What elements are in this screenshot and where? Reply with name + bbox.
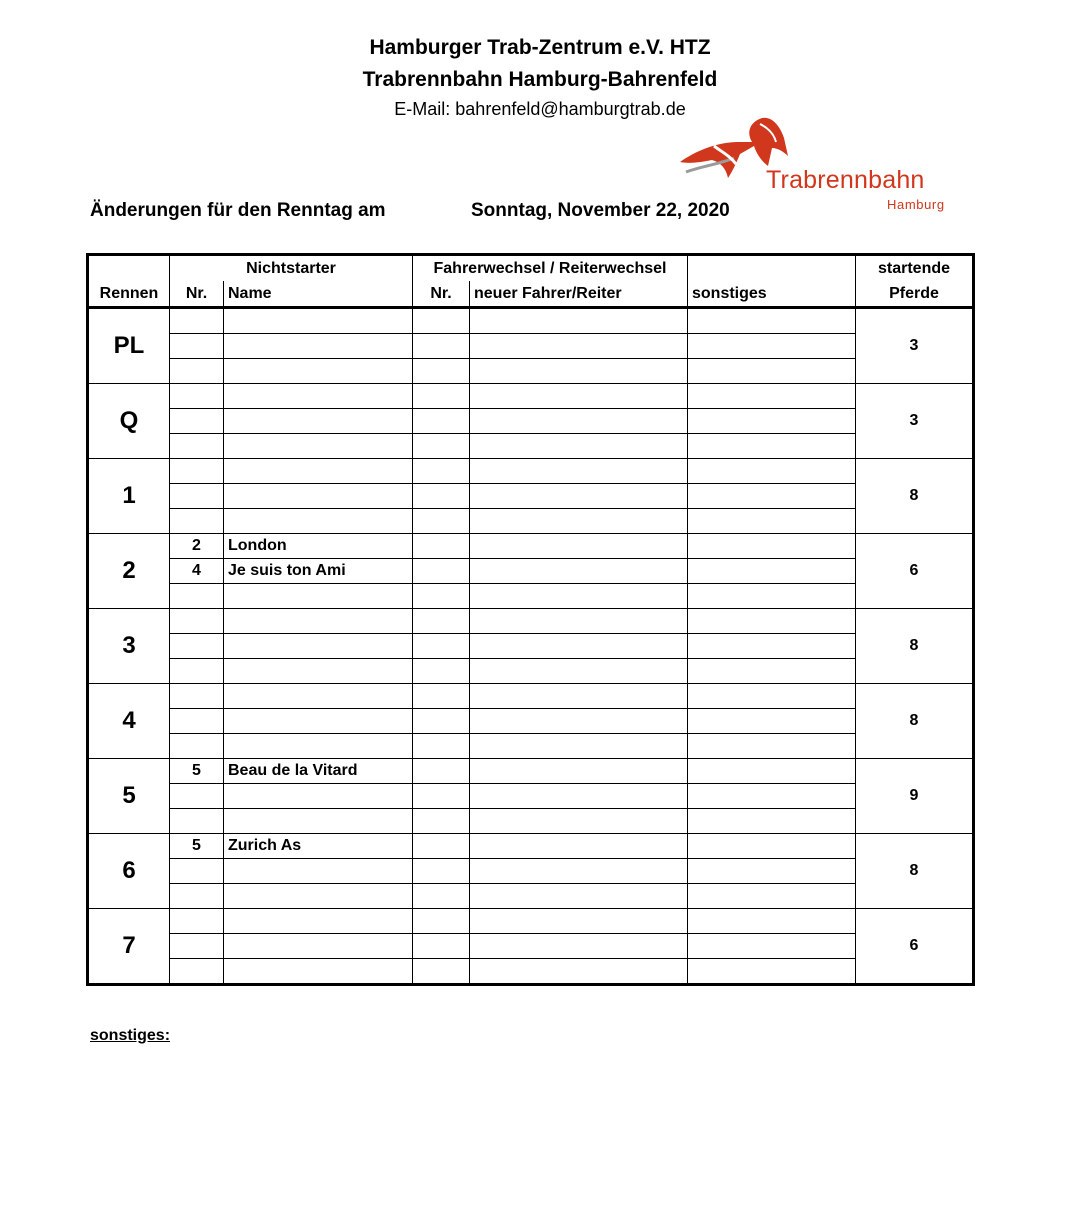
sonstiges-cell — [688, 784, 856, 809]
sonstiges-cell — [688, 459, 856, 484]
nichtstarter-name — [224, 884, 413, 909]
table-row — [88, 684, 974, 709]
sonstiges-cell — [688, 759, 856, 784]
table-row — [88, 734, 974, 759]
nichtstarter-nr — [170, 334, 224, 359]
neuer-fahrer — [470, 809, 688, 834]
fahrer-nr — [413, 909, 470, 934]
fahrer-nr — [413, 409, 470, 434]
neuer-fahrer — [470, 834, 688, 859]
fahrer-nr — [413, 534, 470, 559]
header-blank-sonstiges — [688, 255, 856, 282]
nichtstarter-nr — [170, 659, 224, 684]
sonstiges-cell — [688, 509, 856, 534]
table-row — [88, 634, 974, 659]
sonstiges-cell — [688, 809, 856, 834]
nichtstarter-nr — [170, 459, 224, 484]
sonstiges-cell — [688, 308, 856, 334]
starters-count: 8 — [856, 834, 974, 909]
nichtstarter-nr — [170, 734, 224, 759]
nichtstarter-name — [224, 959, 413, 985]
nichtstarter-nr — [170, 484, 224, 509]
table-row — [88, 709, 974, 734]
email-line: E-Mail: bahrenfeld@hamburgtrab.de — [394, 99, 686, 119]
logo-wordmark: Trabrennbahn — [766, 166, 925, 194]
nichtstarter-name — [224, 459, 413, 484]
nichtstarter-nr — [170, 584, 224, 609]
nichtstarter-nr — [170, 634, 224, 659]
fahrer-nr — [413, 634, 470, 659]
nichtstarter-nr — [170, 909, 224, 934]
table-row — [88, 384, 974, 409]
header-pferde: Pferde — [856, 281, 974, 308]
fahrer-nr — [413, 809, 470, 834]
table-row — [88, 534, 974, 559]
race-label: PL — [88, 308, 170, 384]
nichtstarter-nr — [170, 384, 224, 409]
nichtstarter-name — [224, 934, 413, 959]
neuer-fahrer — [470, 308, 688, 334]
nichtstarter-name — [224, 509, 413, 534]
sonstiges-cell — [688, 409, 856, 434]
nichtstarter-name — [224, 409, 413, 434]
nichtstarter-nr — [170, 409, 224, 434]
nichtstarter-nr: 2 — [170, 534, 224, 559]
neuer-fahrer — [470, 684, 688, 709]
race-label: Q — [88, 384, 170, 459]
fahrer-nr — [413, 484, 470, 509]
fahrer-nr — [413, 734, 470, 759]
table-row — [88, 859, 974, 884]
nichtstarter-nr — [170, 884, 224, 909]
neuer-fahrer — [470, 334, 688, 359]
fahrer-nr — [413, 609, 470, 634]
logo-subline: Hamburg — [887, 197, 945, 212]
sonstiges-cell — [688, 534, 856, 559]
header-rennen: Rennen — [88, 281, 170, 308]
sonstiges-cell — [688, 934, 856, 959]
fahrer-nr — [413, 434, 470, 459]
starters-count: 8 — [856, 609, 974, 684]
nichtstarter-nr: 5 — [170, 834, 224, 859]
header-startende: startende — [856, 255, 974, 282]
fahrer-nr — [413, 334, 470, 359]
neuer-fahrer — [470, 709, 688, 734]
neuer-fahrer — [470, 534, 688, 559]
race-label: 7 — [88, 909, 170, 985]
nichtstarter-nr — [170, 784, 224, 809]
starters-count: 9 — [856, 759, 974, 834]
nichtstarter-nr — [170, 684, 224, 709]
nichtstarter-nr — [170, 934, 224, 959]
nichtstarter-nr — [170, 434, 224, 459]
table-row — [88, 409, 974, 434]
sonstiges-cell — [688, 734, 856, 759]
fahrer-nr — [413, 834, 470, 859]
nichtstarter-name — [224, 308, 413, 334]
header-neuer-fahrer: neuer Fahrer/Reiter — [470, 281, 688, 308]
header-blank-rennen — [88, 255, 170, 282]
fahrer-nr — [413, 859, 470, 884]
nichtstarter-nr — [170, 308, 224, 334]
table-row — [88, 759, 974, 784]
neuer-fahrer — [470, 934, 688, 959]
fahrer-nr — [413, 934, 470, 959]
nichtstarter-nr — [170, 509, 224, 534]
sonstiges-cell — [688, 959, 856, 985]
fahrer-nr — [413, 384, 470, 409]
nichtstarter-name — [224, 809, 413, 834]
table-row — [88, 334, 974, 359]
fahrer-nr — [413, 359, 470, 384]
nichtstarter-name — [224, 734, 413, 759]
fahrer-nr — [413, 459, 470, 484]
neuer-fahrer — [470, 959, 688, 985]
fahrer-nr — [413, 759, 470, 784]
starters-count: 6 — [856, 534, 974, 609]
nichtstarter-nr — [170, 859, 224, 884]
race-label: 3 — [88, 609, 170, 684]
footer-sonstiges-label: sonstiges: — [90, 1027, 171, 1044]
header-fahrerwechsel: Fahrerwechsel / Reiterwechsel — [413, 255, 688, 282]
sonstiges-cell — [688, 684, 856, 709]
changes-label: Änderungen für den Renntag am — [90, 200, 386, 221]
sonstiges-cell — [688, 709, 856, 734]
nichtstarter-name — [224, 609, 413, 634]
race-label: 5 — [88, 759, 170, 834]
neuer-fahrer — [470, 909, 688, 934]
nichtstarter-name: Beau de la Vitard — [224, 759, 413, 784]
nichtstarter-name: Je suis ton Ami — [224, 559, 413, 584]
table-row — [88, 584, 974, 609]
sonstiges-cell — [688, 584, 856, 609]
nichtstarter-nr — [170, 809, 224, 834]
race-label: 1 — [88, 459, 170, 534]
nichtstarter-name — [224, 359, 413, 384]
table-row — [88, 509, 974, 534]
table-row — [88, 434, 974, 459]
nichtstarter-nr — [170, 709, 224, 734]
nichtstarter-nr: 5 — [170, 759, 224, 784]
nichtstarter-nr — [170, 609, 224, 634]
table-row — [88, 834, 974, 859]
race-label: 6 — [88, 834, 170, 909]
race-date: Sonntag, November 22, 2020 — [471, 200, 730, 221]
neuer-fahrer — [470, 409, 688, 434]
nichtstarter-name — [224, 684, 413, 709]
header-name: Name — [224, 281, 413, 308]
table-row — [88, 659, 974, 684]
starters-count: 8 — [856, 684, 974, 759]
fahrer-nr — [413, 559, 470, 584]
table-row — [88, 784, 974, 809]
fahrer-nr — [413, 659, 470, 684]
neuer-fahrer — [470, 484, 688, 509]
starters-count: 6 — [856, 909, 974, 985]
fahrer-nr — [413, 884, 470, 909]
header-nichtstarter: Nichtstarter — [170, 255, 413, 282]
table-row — [88, 884, 974, 909]
starters-count: 8 — [856, 459, 974, 534]
sonstiges-cell — [688, 559, 856, 584]
nichtstarter-name — [224, 584, 413, 609]
nichtstarter-name — [224, 784, 413, 809]
sonstiges-cell — [688, 859, 856, 884]
venue-title: Trabrennbahn Hamburg-Bahrenfeld — [362, 68, 718, 91]
neuer-fahrer — [470, 634, 688, 659]
table-row — [88, 959, 974, 985]
nichtstarter-nr — [170, 359, 224, 384]
fahrer-nr — [413, 308, 470, 334]
nichtstarter-name — [224, 334, 413, 359]
neuer-fahrer — [470, 384, 688, 409]
race-label: 2 — [88, 534, 170, 609]
race-label: 4 — [88, 684, 170, 759]
table-row — [88, 359, 974, 384]
table-row — [88, 809, 974, 834]
fahrer-nr — [413, 959, 470, 985]
table-row — [88, 484, 974, 509]
fahrer-nr — [413, 784, 470, 809]
neuer-fahrer — [470, 784, 688, 809]
neuer-fahrer — [470, 359, 688, 384]
starters-count: 3 — [856, 308, 974, 384]
neuer-fahrer — [470, 434, 688, 459]
nichtstarter-name — [224, 709, 413, 734]
sonstiges-cell — [688, 384, 856, 409]
fahrer-nr — [413, 509, 470, 534]
table-row — [88, 934, 974, 959]
nichtstarter-name — [224, 484, 413, 509]
sonstiges-cell — [688, 659, 856, 684]
nichtstarter-nr: 4 — [170, 559, 224, 584]
sonstiges-cell — [688, 884, 856, 909]
neuer-fahrer — [470, 884, 688, 909]
sonstiges-cell — [688, 609, 856, 634]
neuer-fahrer — [470, 459, 688, 484]
sonstiges-cell — [688, 909, 856, 934]
neuer-fahrer — [470, 559, 688, 584]
neuer-fahrer — [470, 659, 688, 684]
nichtstarter-name: London — [224, 534, 413, 559]
sonstiges-cell — [688, 334, 856, 359]
neuer-fahrer — [470, 734, 688, 759]
header-nr-fahrer: Nr. — [413, 281, 470, 308]
fahrer-nr — [413, 709, 470, 734]
fahrer-nr — [413, 584, 470, 609]
nichtstarter-name — [224, 384, 413, 409]
neuer-fahrer — [470, 584, 688, 609]
nichtstarter-name — [224, 659, 413, 684]
table-row — [88, 559, 974, 584]
nichtstarter-name — [224, 634, 413, 659]
changes-table — [86, 253, 975, 986]
nichtstarter-name — [224, 434, 413, 459]
sonstiges-cell — [688, 359, 856, 384]
header-sonstiges: sonstiges — [688, 281, 856, 308]
fahrer-nr — [413, 684, 470, 709]
table-row — [88, 909, 974, 934]
nichtstarter-name — [224, 859, 413, 884]
sonstiges-cell — [688, 484, 856, 509]
sonstiges-cell — [688, 434, 856, 459]
nichtstarter-name: Zurich As — [224, 834, 413, 859]
neuer-fahrer — [470, 609, 688, 634]
nichtstarter-nr — [170, 959, 224, 985]
table-row — [88, 308, 974, 334]
nichtstarter-name — [224, 909, 413, 934]
sonstiges-cell — [688, 834, 856, 859]
neuer-fahrer — [470, 759, 688, 784]
org-title: Hamburger Trab-Zentrum e.V. HTZ — [369, 36, 711, 59]
starters-count: 3 — [856, 384, 974, 459]
neuer-fahrer — [470, 859, 688, 884]
sonstiges-cell — [688, 634, 856, 659]
table-row — [88, 459, 974, 484]
table-row — [88, 609, 974, 634]
neuer-fahrer — [470, 509, 688, 534]
header-nr-nichtstarter: Nr. — [170, 281, 224, 308]
